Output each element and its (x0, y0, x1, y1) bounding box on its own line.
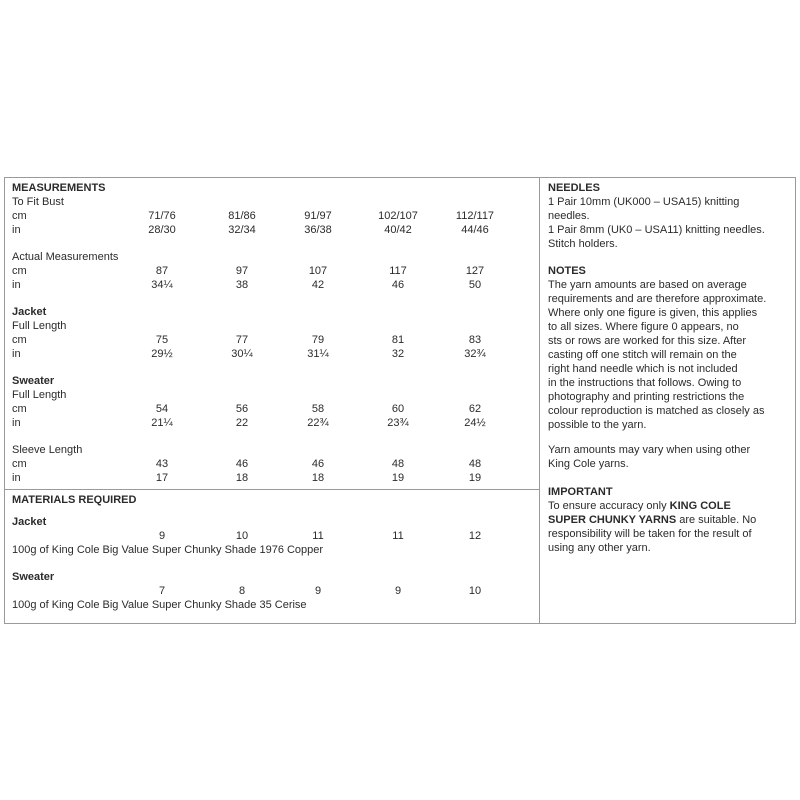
cell: 46 (235, 458, 249, 470)
cell: 19 (468, 472, 482, 484)
cell: 44/46 (461, 224, 489, 236)
cell: 54 (155, 403, 169, 415)
cell: 22 (235, 417, 249, 429)
needles-line: needles. (548, 210, 590, 222)
jacket-heading: Jacket (12, 306, 47, 318)
sleeve-length-label: Sleeve Length (12, 444, 83, 456)
materials-sweater-heading: Sweater (12, 571, 55, 583)
section-divider (4, 489, 540, 490)
jacket-full-length-label: Full Length (12, 320, 67, 332)
cell: 18 (235, 472, 249, 484)
jacket-yarn-text: 100g of King Cole Big Value Super Chunky Shade 1976 Copper (12, 544, 324, 556)
cell: 127 (465, 265, 485, 277)
cell: 112/117 (455, 210, 495, 222)
cell: 8 (238, 585, 246, 597)
cell: 77 (235, 334, 249, 346)
to-fit-bust-label: To Fit Bust (12, 196, 64, 208)
cell: 18 (311, 472, 325, 484)
needles-heading: NEEDLES (548, 182, 600, 194)
cell: 117 (389, 265, 407, 277)
cell: 56 (235, 403, 249, 415)
cell: 42 (311, 279, 325, 291)
important-line2-text: are suitable. No (676, 514, 757, 526)
cell: 83 (468, 334, 482, 346)
cell: 9 (394, 585, 402, 597)
cell: 48 (468, 458, 482, 470)
cell: 97 (235, 265, 249, 277)
cell: 28/30 (148, 224, 176, 236)
cell: 32¾ (464, 348, 486, 360)
cell: 12 (468, 530, 482, 542)
row-label: cm (12, 210, 27, 222)
cell: 40/42 (384, 224, 412, 236)
cell: 32 (391, 348, 405, 360)
cell: 19 (391, 472, 405, 484)
cell: 10 (235, 530, 249, 542)
needles-line: Stitch holders. (548, 238, 618, 250)
cell: 48 (391, 458, 405, 470)
important-line1-text: To ensure accuracy only (548, 500, 670, 512)
materials-heading: MATERIALS REQUIRED (12, 494, 137, 506)
cell: 32/34 (228, 224, 256, 236)
measurements-heading: MEASUREMENTS (12, 182, 106, 194)
cell: 11 (392, 530, 404, 542)
notes-extra-line: Yarn amounts may vary when using other (548, 444, 751, 456)
cell: 107 (308, 265, 328, 277)
notes-line: casting off one stitch will remain on the (548, 349, 737, 361)
needles-section (548, 181, 790, 251)
needles-line: 1 Pair 8mm (UK0 – USA11) knitting needles. (548, 224, 765, 236)
cell: 30¼ (231, 348, 253, 360)
notes-extra-line: King Cole yarns. (548, 458, 629, 470)
important-line (548, 513, 790, 527)
cell: 24½ (464, 417, 486, 429)
row-label: in (12, 224, 21, 236)
cell: 60 (391, 403, 405, 415)
row-label: in (12, 472, 21, 484)
notes-line: in the instructions that follows. Owing to (548, 377, 742, 389)
cell: 31¼ (307, 348, 329, 360)
cell: 34¼ (151, 279, 173, 291)
important-section (548, 485, 790, 555)
notes-line: possible to the yarn. (548, 419, 647, 431)
cell: 11 (312, 530, 324, 542)
cell: 9 (158, 530, 166, 542)
notes-line: colour reproduction is matched as closely as (548, 405, 765, 417)
row-label: in (12, 348, 21, 360)
notes-extra-section (548, 443, 790, 471)
cell: 43 (155, 458, 169, 470)
cell: 75 (155, 334, 169, 346)
cell: 81/86 (228, 210, 256, 222)
notes-heading: NOTES (548, 265, 586, 277)
cell: 7 (158, 585, 166, 597)
cell: 46 (311, 458, 325, 470)
cell: 21¼ (151, 417, 173, 429)
notes-line: sts or rows are worked for this size. After (548, 335, 747, 347)
cell: 79 (311, 334, 325, 346)
sweater-heading: Sweater (12, 375, 55, 387)
cell: 38 (235, 279, 249, 291)
cell: 22¾ (307, 417, 329, 429)
notes-line: right hand needle which is not included (548, 363, 738, 375)
cell: 58 (311, 403, 325, 415)
cell: 9 (314, 585, 322, 597)
important-line: responsibility will be taken for the result of (548, 528, 752, 540)
actual-measurements-label: Actual Measurements (12, 251, 119, 263)
notes-section (548, 264, 790, 432)
notes-line: requirements and are therefore approximate. (548, 293, 767, 305)
cell: 36/38 (304, 224, 332, 236)
notes-line: photography and printing restrictions the (548, 391, 745, 403)
row-label: in (12, 417, 21, 429)
important-line (548, 499, 790, 513)
needles-line: 1 Pair 10mm (UK000 – USA15) knitting (548, 196, 740, 208)
row-label: cm (12, 265, 27, 277)
row-label: cm (12, 458, 27, 470)
row-label: cm (12, 334, 27, 346)
row-label: cm (12, 403, 27, 415)
cell: 81 (391, 334, 405, 346)
cell: 87 (155, 265, 169, 277)
sweater-full-length-label: Full Length (12, 389, 67, 401)
cell: 91/97 (304, 210, 332, 222)
king-cole-bold: KING COLE (669, 500, 731, 512)
column-divider (539, 177, 540, 624)
notes-line: The yarn amounts are based on average (548, 279, 747, 291)
important-line: using any other yarn. (548, 542, 651, 554)
super-chunky-bold: SUPER CHUNKY YARNS (548, 514, 677, 526)
cell: 71/76 (148, 210, 176, 222)
cell: 50 (468, 279, 482, 291)
row-label: in (12, 279, 21, 291)
cell: 102/107 (378, 210, 418, 222)
cell: 23¾ (387, 417, 409, 429)
notes-line: to all sizes. Where figure 0 appears, no (548, 321, 739, 333)
cell: 17 (155, 472, 169, 484)
cell: 46 (391, 279, 405, 291)
notes-line: Where only one figure is given, this applies (548, 307, 758, 319)
materials-jacket-heading: Jacket (12, 516, 47, 528)
important-heading: IMPORTANT (548, 486, 613, 498)
cell: 10 (468, 585, 482, 597)
cell: 62 (468, 403, 482, 415)
cell: 29½ (151, 348, 173, 360)
sweater-yarn-text: 100g of King Cole Big Value Super Chunky Shade 35 Cerise (12, 599, 307, 611)
